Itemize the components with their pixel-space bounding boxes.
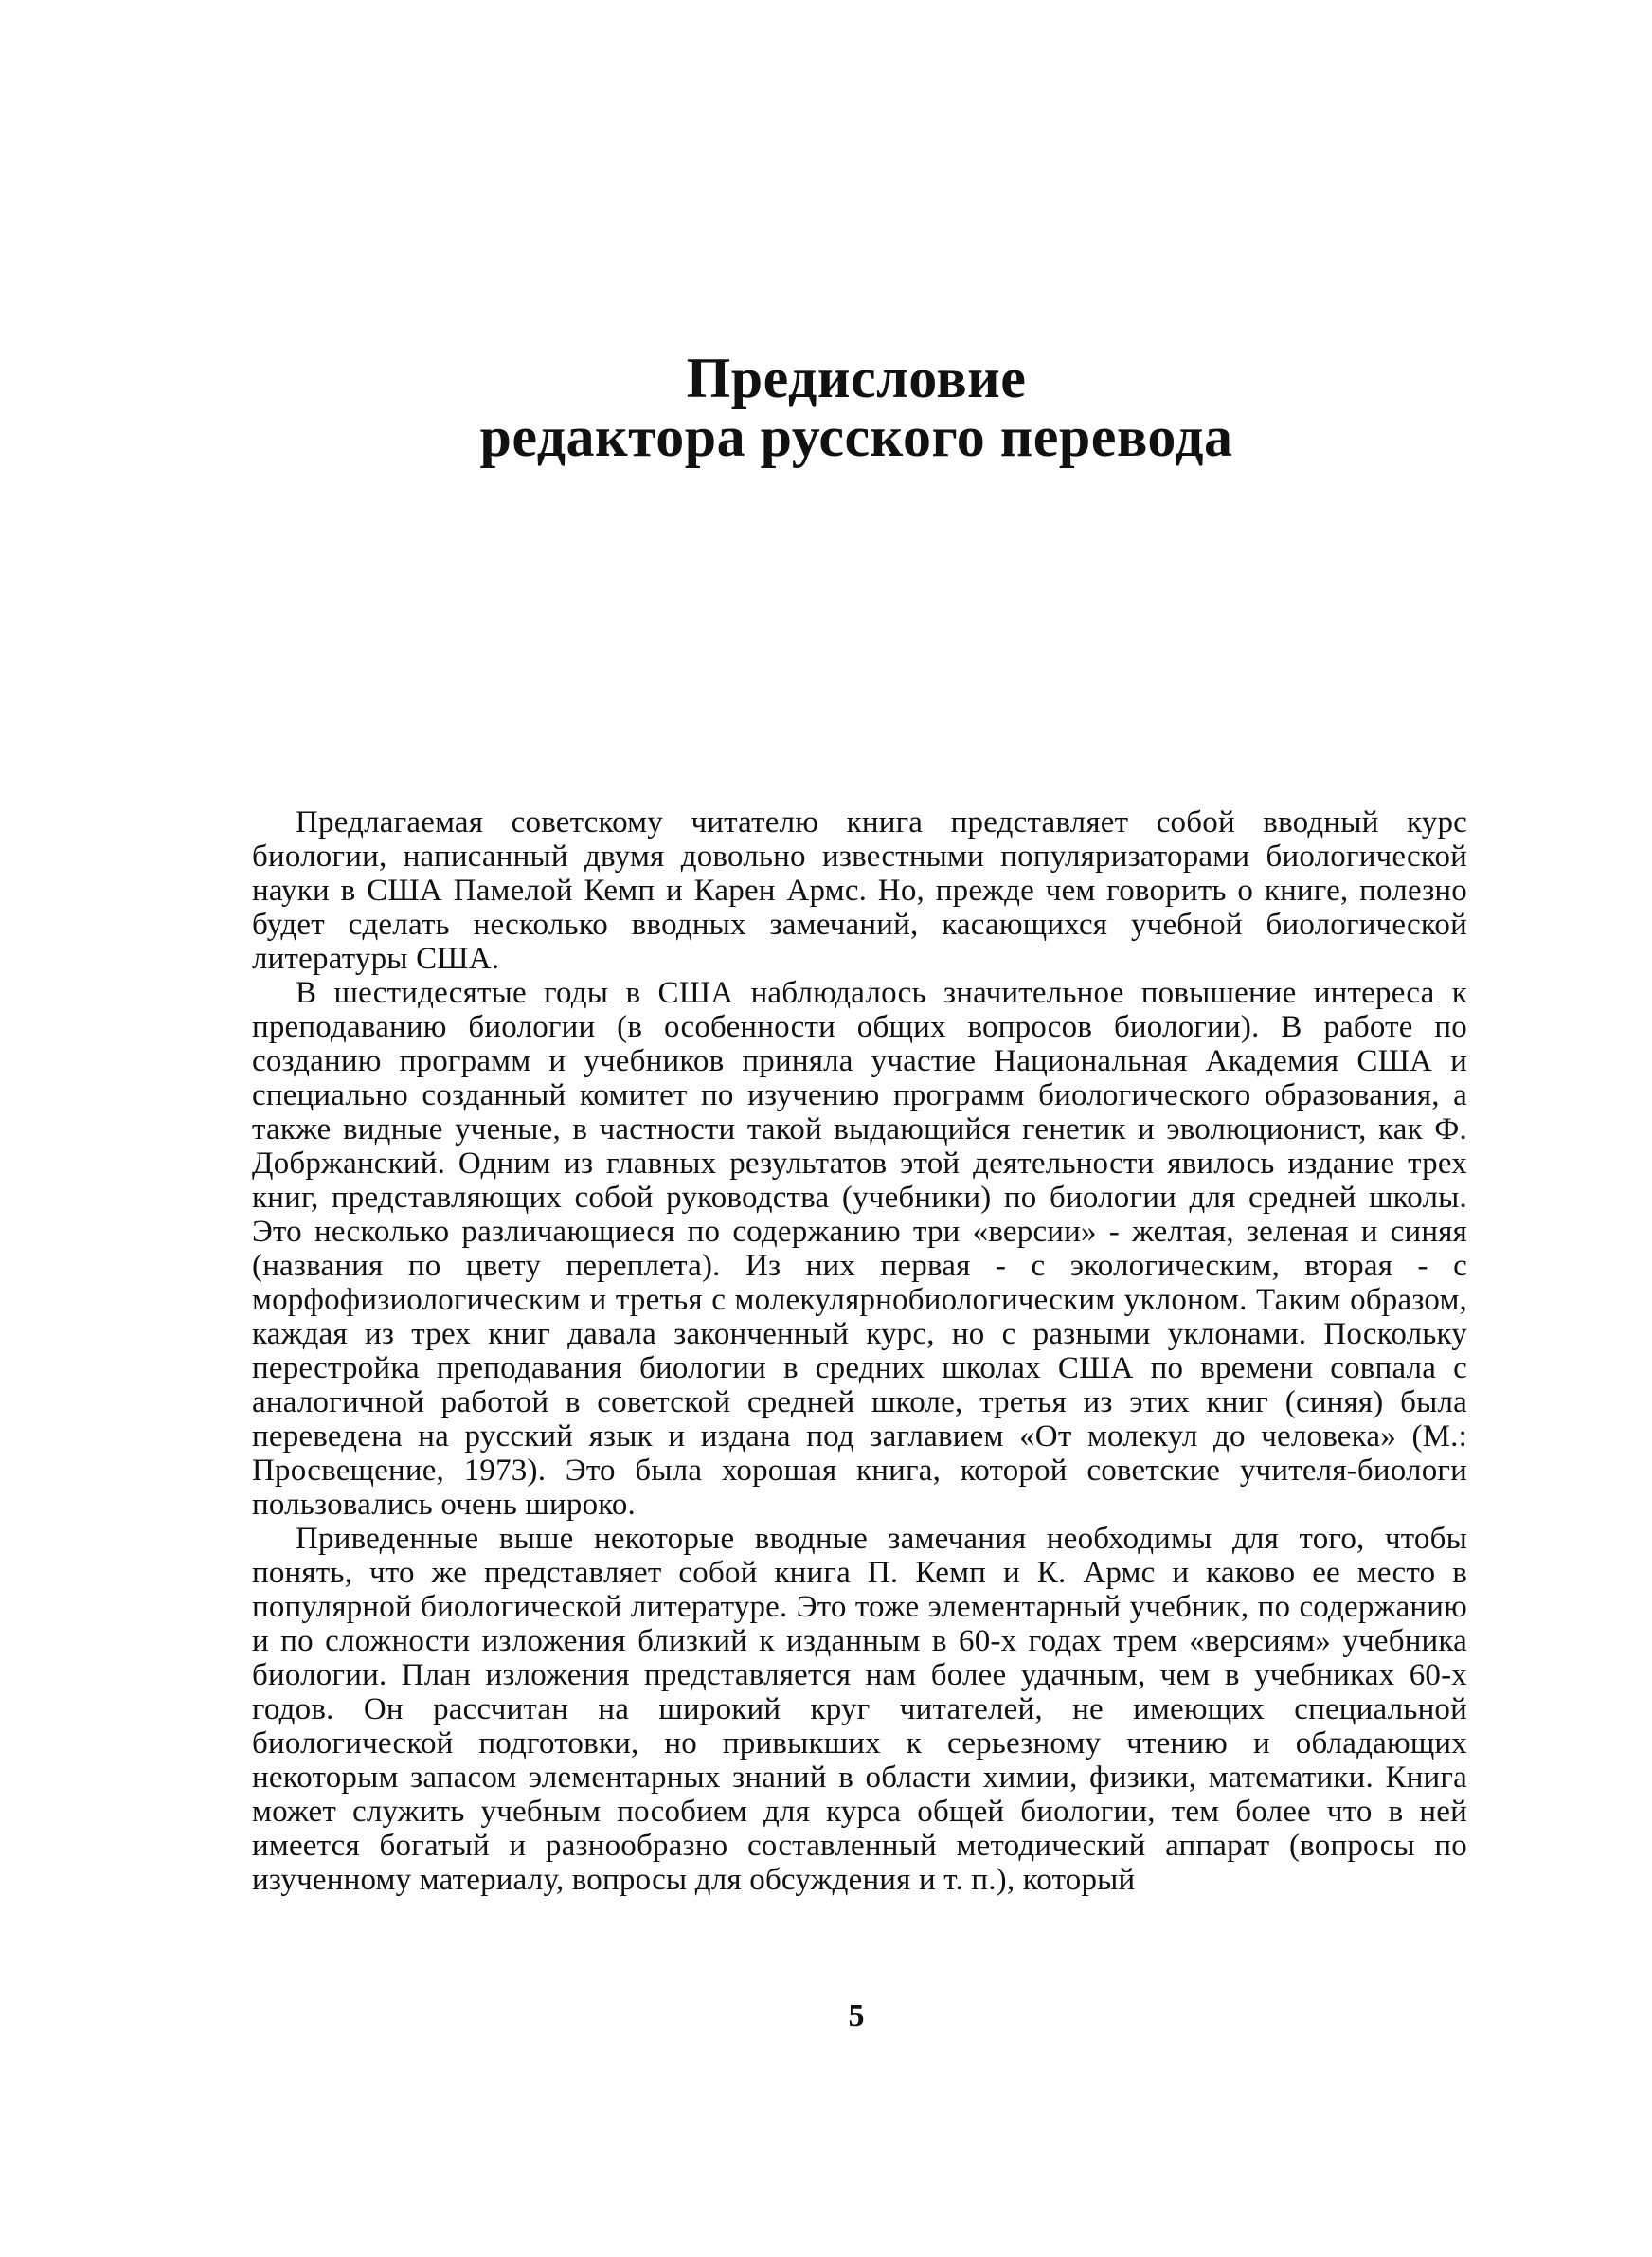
page-title [0,349,1652,466]
paragraph-2: В шестидесятые годы в США наблюдалось значительное повышение интереса к преподаванию биологии (в особенности общих вопросов биологии). В работе по созданию программ и учебников приняла участие Национальная Академия США и специально созданный комитет по изучению программ биологического образования, а также видные ученые, в частности такой выдающийся генетик и эволюционист, как Ф. Добржанский. Одним из главных результатов этой деятельности явилось издание трех книг, представляющих собой руководства (учебники) по биологии для средней школы. Это несколько различающиеся по содержанию три «версии» - желтая, зеленая и синяя (названия по цвету переплета). Из них первая - с экологическим, вторая - с морфофизиологическим и третья с молекулярнобиологическим уклоном. Таким образом, каждая из трех книг давала законченный курс, но с разными уклонами. Поскольку перестройка преподавания биологии в средних школах США по времени совпала с аналогичной работой в советской средней школе, третья из этих книг (синяя) была переведена на русский язык и издана под заглавием «От молекул до человека» (М.: Просвещение, 1973). Это была хорошая книга, которой советские учителя-биологи пользовались очень широко. [252,976,1467,1522]
body-text [252,805,1467,1897]
page-number: 5 [848,1998,865,2033]
paragraph-3: Приведенные выше некоторые вводные замечания необходимы для того, чтобы понять, что же представляет собой книга П. Кемп и К. Армс и каково ее место в популярной биологической литературе. Это тоже элементарный учебник, по содержанию и по сложности изложения близкий к изданным в 60-х годах трем «версиям» учебника биологии. План изложения представляется нам более удачным, чем в учебниках 60-х годов. Он рассчитан на широкий круг читателей, не имеющих специальной биологической подготовки, но привыкших к серьезному чтению и обладающих некоторым запасом элементарных знаний в области химии, физики, математики. Книга может служить учебным пособием для курса общей биологии, тем более что в ней имеется богатый и разнообразно составленный методический аппарат (вопросы по изученному материалу, вопросы для обсуждения и т. п.), который [252,1522,1467,1897]
title-line-2: редактора русского перевода [479,406,1233,468]
paragraph-1: Предлагаемая советскому читателю книга представляет собой вводный курс биологии, написанный двумя довольно известными популяризаторами биологической науки в США Памелой Кемп и Карен Армс. Но, прежде чем говорить о книге, полезно будет сделать несколько вводных замечаний, касающихся учебной биологической литературы США. [252,805,1467,976]
title-line-1: Предисловие [686,347,1027,409]
